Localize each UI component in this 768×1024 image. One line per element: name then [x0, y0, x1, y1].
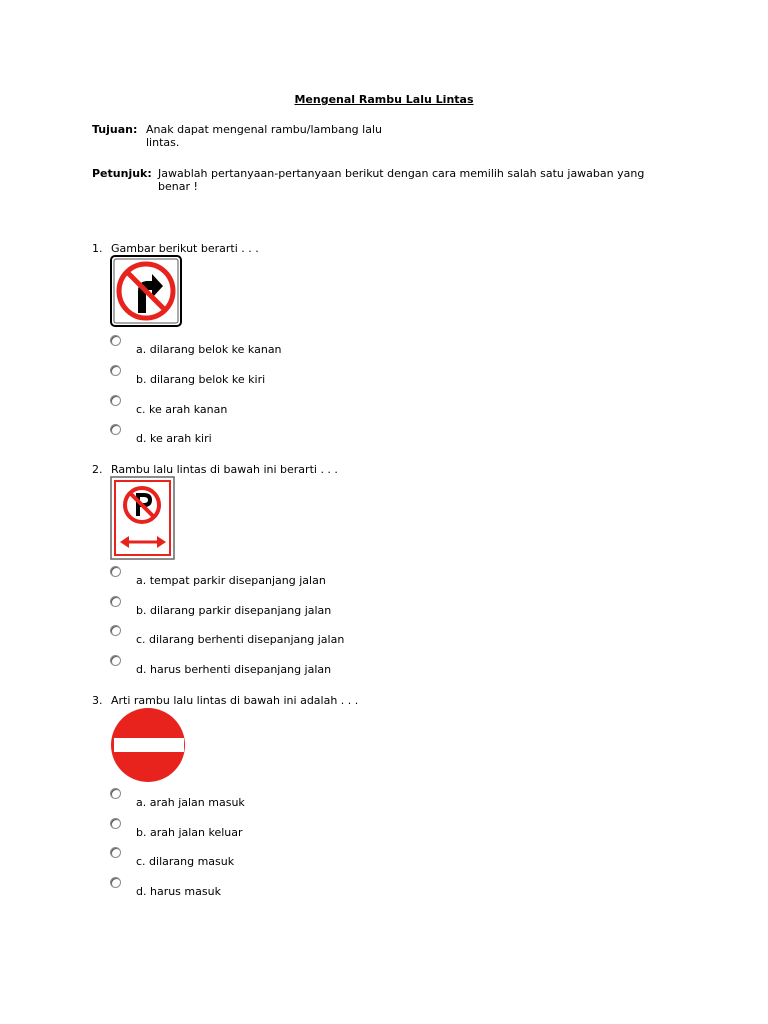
- option-1d[interactable]: [110, 424, 410, 444]
- question-number: 1.: [92, 242, 103, 255]
- radio-button[interactable]: [110, 424, 121, 435]
- radio-button[interactable]: [110, 596, 121, 607]
- option-1c[interactable]: [110, 395, 410, 415]
- tujuan-line-2: lintas.: [146, 136, 180, 149]
- option-label: c. dilarang masuk: [136, 855, 235, 868]
- tujuan-line-1: Anak dapat mengenal rambu/lambang lalu: [146, 123, 382, 136]
- option-2b[interactable]: [110, 596, 410, 616]
- question-1: [92, 242, 259, 255]
- petunjuk-label: Petunjuk:: [92, 167, 152, 180]
- option-label: c. ke arah kanan: [136, 403, 228, 416]
- option-3c[interactable]: [110, 847, 410, 867]
- tujuan-label: Tujuan:: [92, 123, 138, 136]
- option-1a[interactable]: [110, 335, 410, 355]
- question-text: Rambu lalu lintas di bawah ini berarti . . .: [111, 463, 338, 476]
- question-text: Gambar berikut berarti . . .: [111, 242, 259, 255]
- option-label: d. harus berhenti disepanjang jalan: [136, 663, 332, 676]
- option-1b[interactable]: [110, 365, 410, 385]
- option-2d[interactable]: [110, 655, 410, 675]
- radio-button[interactable]: [110, 877, 121, 888]
- question-2: [92, 463, 338, 476]
- option-label: a. tempat parkir disepanjang jalan: [136, 574, 326, 587]
- no-entry-sign: [110, 708, 188, 782]
- option-label: d. harus masuk: [136, 885, 221, 898]
- radio-button[interactable]: [110, 395, 121, 406]
- radio-button[interactable]: [110, 847, 121, 858]
- petunjuk-section: [92, 167, 652, 195]
- radio-button[interactable]: [110, 566, 121, 577]
- option-label: d. ke arah kiri: [136, 432, 212, 445]
- question-number: 2.: [92, 463, 103, 476]
- option-3d[interactable]: [110, 877, 410, 897]
- question-text: Arti rambu lalu lintas di bawah ini adalah . . .: [111, 694, 359, 707]
- radio-button[interactable]: [110, 788, 121, 799]
- radio-button[interactable]: [110, 335, 121, 346]
- option-label: c. dilarang berhenti disepanjang jalan: [136, 633, 345, 646]
- page-title: Mengenal Rambu Lalu Lintas: [294, 93, 474, 106]
- radio-button[interactable]: [110, 625, 121, 636]
- tujuan-section: [92, 123, 412, 151]
- petunjuk-text: [158, 167, 658, 193]
- question-number: 3.: [92, 694, 103, 707]
- option-2c[interactable]: [110, 625, 410, 645]
- question-3: [92, 694, 358, 707]
- option-label: b. dilarang parkir disepanjang jalan: [136, 604, 332, 617]
- radio-button[interactable]: [110, 818, 121, 829]
- petunjuk-line-1: Jawablah pertanyaan-pertanyaan berikut dengan cara memilih salah satu jawaban yang: [158, 167, 645, 180]
- option-label: a. dilarang belok ke kanan: [136, 343, 282, 356]
- option-label: a. arah jalan masuk: [136, 796, 245, 809]
- tujuan-text: [146, 123, 382, 149]
- option-3b[interactable]: [110, 818, 410, 838]
- radio-button[interactable]: [110, 365, 121, 376]
- petunjuk-line-2: benar !: [158, 180, 198, 193]
- no-parking-sign: [110, 476, 175, 560]
- option-3a[interactable]: [110, 788, 410, 808]
- option-label: b. dilarang belok ke kiri: [136, 373, 266, 386]
- option-2a[interactable]: [110, 566, 410, 586]
- option-label: b. arah jalan keluar: [136, 826, 243, 839]
- no-right-turn-sign: [110, 255, 182, 327]
- radio-button[interactable]: [110, 655, 121, 666]
